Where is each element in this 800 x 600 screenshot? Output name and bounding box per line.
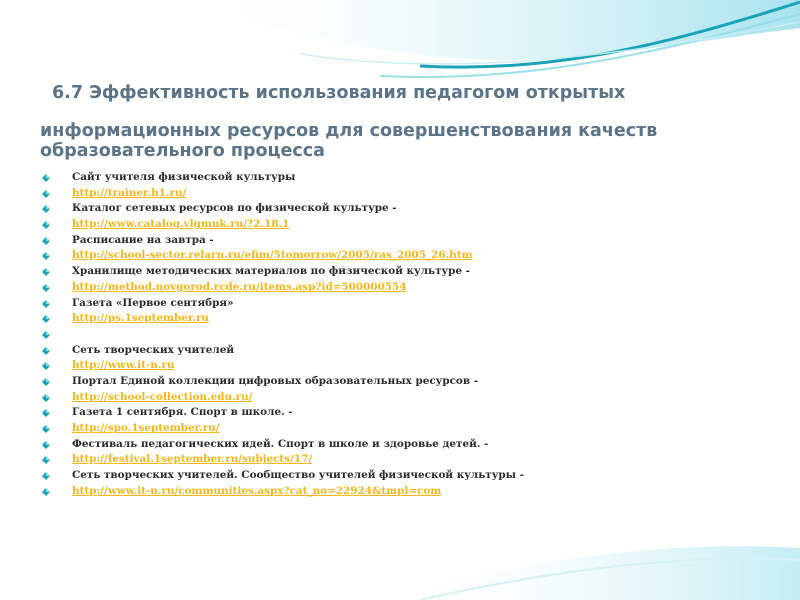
- item-text[interactable]: http://www.it-n.ru: [72, 359, 175, 372]
- item-text: Газета 1 сентября. Спорт в школе. -: [72, 406, 293, 419]
- diamond-bullet-icon: [42, 331, 50, 339]
- resource-link[interactable]: [40, 452, 760, 468]
- item-text: Фестиваль педагогических идей. Спорт в школе и здоровье детей. -: [72, 437, 489, 450]
- resource-list: [40, 170, 760, 499]
- item-text[interactable]: http://www.it-n.ru/communities.aspx?cat_no=22924&tmpl=com: [72, 484, 442, 497]
- diamond-bullet-icon: [42, 174, 50, 182]
- item-text: Газета «Первое сентября»: [72, 296, 234, 309]
- resource-text: [40, 233, 760, 249]
- resource-link[interactable]: [40, 280, 760, 296]
- resource-text: [40, 296, 760, 312]
- resource-text: [40, 437, 760, 453]
- diamond-bullet-icon: [42, 456, 50, 464]
- item-text[interactable]: http://school-sector.relarn.ru/efim/5tomorrow/2005/ras_2005_26.htm: [72, 249, 473, 262]
- title-line-2: информационных ресурсов для совершенствования качеств: [40, 121, 658, 141]
- resource-text: [40, 374, 760, 390]
- item-text: Сеть творческих учителей. Сообщество учителей физической культуры -: [72, 469, 524, 482]
- diamond-bullet-icon: [42, 441, 50, 449]
- resource-link[interactable]: [40, 421, 760, 437]
- resource-text: [40, 327, 760, 343]
- resource-link[interactable]: [40, 484, 760, 500]
- diamond-bullet-icon: [42, 362, 50, 370]
- diamond-bullet-icon: [42, 394, 50, 402]
- item-text[interactable]: http://festival.1september.ru/subjects/17/: [72, 453, 313, 466]
- item-text: Сеть творческих учителей: [72, 343, 235, 356]
- diamond-bullet-icon: [42, 190, 50, 198]
- resource-text: [40, 405, 760, 421]
- diamond-bullet-icon: [42, 268, 50, 276]
- diamond-bullet-icon: [42, 425, 50, 433]
- item-text[interactable]: http://www.catalog.vlgmuk.ru/?2.18.1: [72, 218, 290, 231]
- diamond-bullet-icon: [42, 205, 50, 213]
- diamond-bullet-icon: [42, 300, 50, 308]
- diamond-bullet-icon: [42, 472, 50, 480]
- item-text[interactable]: http://trainer.h1.ru/: [72, 186, 187, 199]
- resource-link[interactable]: [40, 358, 760, 374]
- title-line-1: 6.7 Эффективность использования педагогом открытых: [52, 83, 626, 103]
- diamond-bullet-icon: [42, 221, 50, 229]
- bottom-wave-fill: [380, 546, 800, 600]
- item-text: Расписание на завтра -: [72, 233, 214, 246]
- item-text[interactable]: http://school-collection.edu.ru/: [72, 390, 253, 403]
- resource-link[interactable]: [40, 217, 760, 233]
- resource-text: [40, 170, 760, 186]
- item-text[interactable]: http://spo.1september.ru/: [72, 422, 220, 434]
- resource-link[interactable]: [40, 311, 760, 327]
- diamond-bullet-icon: [42, 378, 50, 386]
- diamond-bullet-icon: [42, 315, 50, 323]
- diamond-bullet-icon: [42, 347, 50, 355]
- diamond-bullet-icon: [42, 284, 50, 292]
- item-text[interactable]: http://ps.1september.ru: [72, 312, 209, 325]
- resource-text: [40, 201, 760, 217]
- resource-text: [40, 468, 760, 484]
- resource-text: [40, 343, 760, 359]
- diamond-bullet-icon: [42, 488, 50, 496]
- diamond-bullet-icon: [42, 252, 50, 260]
- resource-link[interactable]: [40, 186, 760, 202]
- item-text: Каталог сетевых ресурсов по физической культуре -: [72, 202, 397, 215]
- item-text: Сайт учителя физической культуры: [72, 171, 296, 183]
- title-line-3: образовательного процесса: [40, 141, 325, 161]
- diamond-bullet-icon: [42, 409, 50, 417]
- resource-link[interactable]: [40, 390, 760, 406]
- resource-text: [40, 264, 760, 280]
- diamond-bullet-icon: [42, 237, 50, 245]
- item-text: Портал Единой коллекции цифровых образовательных ресурсов -: [72, 374, 479, 387]
- item-text[interactable]: http://method.novgorod.rcde.ru/items.asp?id=500000554: [72, 280, 407, 293]
- item-text: Хранилище методических материалов по физической культуре -: [72, 265, 470, 278]
- resource-link[interactable]: [40, 248, 760, 264]
